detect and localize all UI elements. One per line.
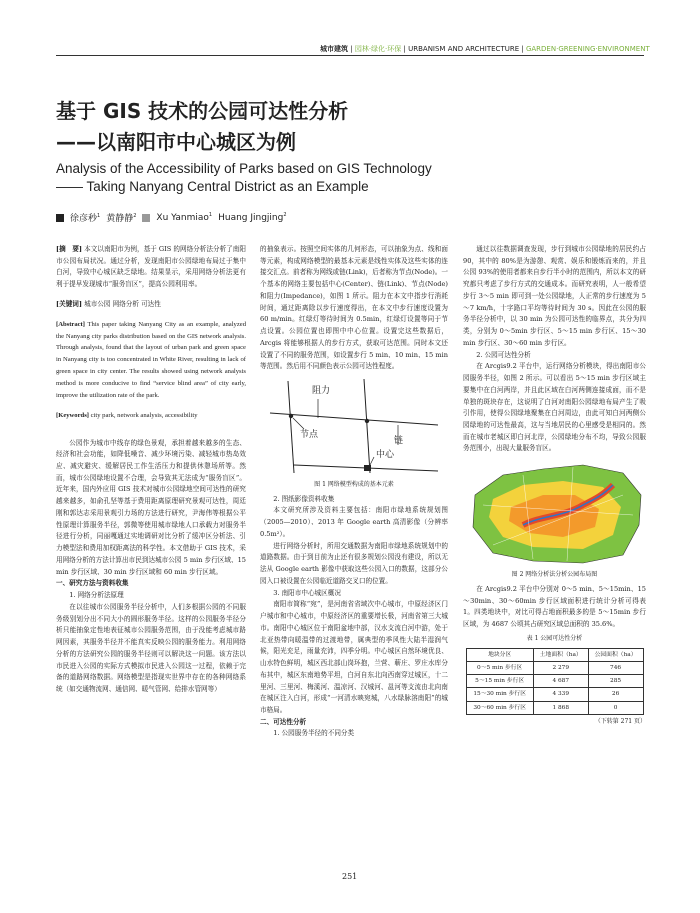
header-section-en: URBANISM AND ARCHITECTURE [408,45,520,53]
table-cell: 2 279 [533,661,588,674]
column-1 [56,244,246,696]
title-en-line2: —— Taking Nanyang Central District as an Example [56,178,369,194]
subsection-heading: 1. 公园服务半径的不同分类 [273,729,355,738]
header-section-cn: 城市建筑 [320,45,348,53]
section-heading: 一、研究方法与资料收集 [56,579,129,588]
park-map-svg [463,455,646,567]
header-separator: | [350,45,353,53]
table-cell: 0 [588,701,643,714]
body-paragraph: 通过以往数据调查发现，步行到城市公园绿地的居民约占 90，其中的 80%是为游憩、观赏、娱乐和锻炼而来的，并且公园 93%的使用者都来自步行半小时的范围内，所以本文的研究都只考虑了步行方式的交通成本。而研究表明，人一般希望步行 3～5 min 即可到一处公园绿地，人正常的步行速度为 5～7 km/h，十字路口平均等待时间为 30 s。因此在公园的服务半径分析中，以 30 min 为公园可达性的临界点，共分为四类，分别为 0～5min 步行区、5～15 min 步行区、15～30 min 步行区、30～60 min 步行区。 [463,245,646,347]
header-separator: | [521,45,524,53]
section-heading: 二、可达性分析 [260,717,307,726]
table-header: 地块分区 [466,648,533,661]
table-cell: 26 [588,688,643,701]
author1-en: Xu Yanmiao$^1$ [156,212,213,223]
body-paragraph: 在 Arcgis9.2 平台中分别对 0～5 min、5～15min、15～30min、30～60min 步行区域面积进行统计分析可得表 1。四类地块中，对比可得占地面积最多的是 5～15min 步行区域，为 4687 公顷其占研究区域总面积的 35.6%。 [463,584,646,629]
square-bullet-icon [56,214,64,222]
body-paragraph: 在 Arcgis9.2 平台中，运行网络分析模块，得出南阳市公园服务半径，如图 2 所示。可以看出 5～15 min 步行区域主要集中在白河两岸，并且此区域在白河两侧连接成面，而不是单独的斑块存在，这说明了白河对南阳公园绿地布局产生了吸引作用，使得公园绿地聚集在白河周边，由此可知白河两侧公园绿地的可达性最高，这与当地居民的心里感受是相同的。然而在城市老城区即白河北岸，公园绿地分布不均，导致公园服务范围小，出现大量服务盲区。 [463,362,646,453]
label-center: 中心 [376,450,395,461]
title-en [56,160,432,195]
table-header: 土地面积（ha） [533,648,588,661]
author2: 黄静静$^2$ [106,213,137,224]
table-header: 公园面积（ha） [588,648,643,661]
table-1-caption: 表 1 公园可达性分析 [526,634,583,642]
author2-en: Huang Jingjing$^2$ [218,212,287,223]
keywords-cn: [关键词] 城市公园 网络分析 可达性 [56,299,161,308]
body-paragraph: 在以往城市公园服务半径分析中，人们多根据公园的不同服务级别划分出不同大小的圆形服务半径。这样的公园服务半径分析只能抽象定性地表征城市公园服务范围，由于没能考虑城市路网因素，其服务半径并不能真实反映公园的服务能力。利用网络分析的方法研究公园的服务半径则可以解决这一问题。该方法以市民进入公园的实际方式模拟市民进入公园这一过程，依赖于完备的道路网络数据。网络模型是指现实世界中存在的各种网络系统（如交通物流网、通信网、暖气管网、给排水管网等） [56,602,246,693]
table-row [466,701,643,714]
title-en-line1: Analysis of the Accessibility of Parks based on GIS Technology [56,161,432,176]
author1: 徐彦秒$^1$ [70,213,101,224]
network-link [288,381,294,473]
header-rule [56,55,644,56]
table-row [466,661,643,674]
abstract-en: [Abstract] This paper taking Nanyang City as an example, analyzed the Nanyang city parks distribution based on the GIS network analysis. Through analysis, found that the layout of urban park and green space in Nanyang city is too concentrated in White River, resulting in lack of green space in city center. The results showed using network analysis method is more conducive to find “service blind area” of city early, improve the utilization rate of the park. [56,320,247,399]
label-impedance: 阻力 [312,386,331,397]
table-cell: 0～5 min 步行区 [466,661,533,674]
table-row [466,675,643,688]
subsection-heading: 2. 图纸影像资料收集 [273,494,335,503]
column-3 [463,244,646,728]
abstract-cn: [摘 要] 本文以南阳市为例，基于 GIS 的网络分析法分析了南阳市公园布局状况。通过分析，发现南阳市公园绿地布局过于集中白河，导致中心城区缺乏绿地。结果显示，采用网络分析法更有利于提早发现城市“服务盲区”，提高公园利用率。 [56,245,246,289]
network-link [364,379,370,473]
network-diagram-svg [260,373,448,477]
table-row [466,688,643,701]
table-1 [466,648,644,716]
body-paragraph: 进行网络分析时，所用交通数据为南阳市绿地系统规划中的道路数据。由于到目前为止还有很多规划公园没有建设，所以无法从 Google earth 影像中获取这些公园入口的数据，这部分公园入口被设置在公园临近道路交叉口的位置。 [260,541,448,585]
figure-1-network-diagram [260,373,448,477]
figure-2-park-map [463,455,646,567]
title-cn-line1: 基于 GIS 技术的公园可达性分析 [56,99,349,123]
table-cell: 1 868 [533,701,588,714]
subsection-heading: 3. 南阳市中心城区概况 [273,588,341,597]
network-node [289,414,293,418]
subsection-heading: 2. 公园可达性分析 [476,350,531,359]
running-header [320,44,650,54]
intro-paragraph: 公园作为城市中线存的绿色景观，承担着越来越多的生态、经济和社会功能，如降低噪音、减少环境污染、减轻城市热岛效应、减灾避灾、缓解居民工作生活压力和提供休憩场所等。然而，城市公园绿地设置不合理，会导致其无法成为“服务盲区”。近年来，国内外应用 GIS 技术对城市公园绿地空间可达性的研究越来越多，如俞孔坚等基于费用距离原理研究景观可达性，周廷刚和郭达志采用景观引力场的方法进行研究，尹海伟等根据公平性原理计算服务半径，郭微等使用城市绿地人口承载力对服务半径进行分析，同丽嘎通过实地调研对比分析了缓冲区分析法、引力模型法和费用加权距离法的科学性。本文借助于 GIS 技术，采用网络分析的方法计算出市民到达城市公园 5 min 步行区域、15 min 步行区域、30 min 步行区域和 60 min 步行区域。 [56,438,246,576]
table-cell: 4 687 [533,675,588,688]
label-link: 链 [394,436,404,447]
body-paragraph: 南阳市简称“宛”，是河南省省域次中心城市，中原经济区门户城市和中心城市，中原经济区的重要增长极，河南省第三大城市。南阳中心城区位于南阳盆地中部，汉水支流白河中游，处于北亚热带向暖温带的过渡地带，属典型的季风性大陆半湿润气候，阳光充足，雨量充沛，四季分明。中心城区自然环境优良、山水特色鲜明，城区西北部山岗环抱，兰营、蕲庄、罗庄水库分布其中，城区东南地势平坦，白河自东北向西南穿过城区，十二里河、三里河、梅溪河、温凉河、汉城河、邕河等支流由北向南在城区注入白河，形成“一河清水映宛城，八水绿脉溶南阳”的城市格局。 [260,600,448,714]
column-2 [260,244,448,740]
network-link [270,413,438,425]
continued-note: （下转第 271 页） [594,718,646,726]
network-node [365,419,369,423]
table-header-row [466,648,643,661]
table-cell: 5～15 min 步行区 [466,675,533,688]
title-cn [56,96,348,158]
subsection-heading: 1. 网络分析法原理 [69,591,124,600]
table-cell: 285 [588,675,643,688]
body-paragraph: 本文研究所涉及资料主要包括：南阳市绿地系统规划图（2005—2010）、2013 年 Google earth 高清影像（分辨率 0.5m²）。 [260,506,448,538]
author-line [56,211,287,224]
body-paragraph: 的抽象表示。按照空间实体的几何形态，可以抽象为点、线和面等元素，构成网络模型的最基本元素是线性实体及这些实体的连接交汇点。前者称为网线或链(Link)，后者称为节点(Node)。一个基本的网络主要包括中心(Center)、链(Link)、节点(Node)和阻力(Impedance)，如图 1 所示。阻力在本文中指步行消耗时间，通过距离除以步行速度得出，在本文中步行速度设置为 60 m/min。红绿灯等待时间为 0.5min，红绿灯设置等同于节点设置。公园位置也即图中中心位置。设置完这些数据后，Arcgis 将能够根据人的步行方式，获取可达范围。同时本文还设置了不同的服务范围，如设置步行 5 min、10 min、15 min 等范围。然后用不同颜色表示公园可达性程度。 [260,245,448,371]
header-green-cn: 园林·绿化·环保 [354,45,402,53]
table-cell: 4 339 [533,688,588,701]
center-arrow [370,457,374,465]
square-bullet-icon [142,214,150,222]
header-green-en: GARDEN·GREENING·ENVIRONMENT [525,45,650,53]
page-number: 251 [342,872,358,881]
keywords-en: [Keywords] city park, network analysis, accessibility [56,411,198,419]
title-cn-line2: ——以南阳市中心城区为例 [56,130,296,154]
network-center [364,465,371,471]
header-separator: | [403,45,406,53]
label-node: 节点 [300,430,319,441]
table-cell: 746 [588,661,643,674]
figure-1-caption: 图 1 网络模型构成的基本元素 [314,481,394,489]
figure-2-caption: 图 2 网络分析法分析公园布局图 [511,571,598,579]
table-cell: 30～60 min 步行区 [466,701,533,714]
table-cell: 15～30 min 步行区 [466,688,533,701]
